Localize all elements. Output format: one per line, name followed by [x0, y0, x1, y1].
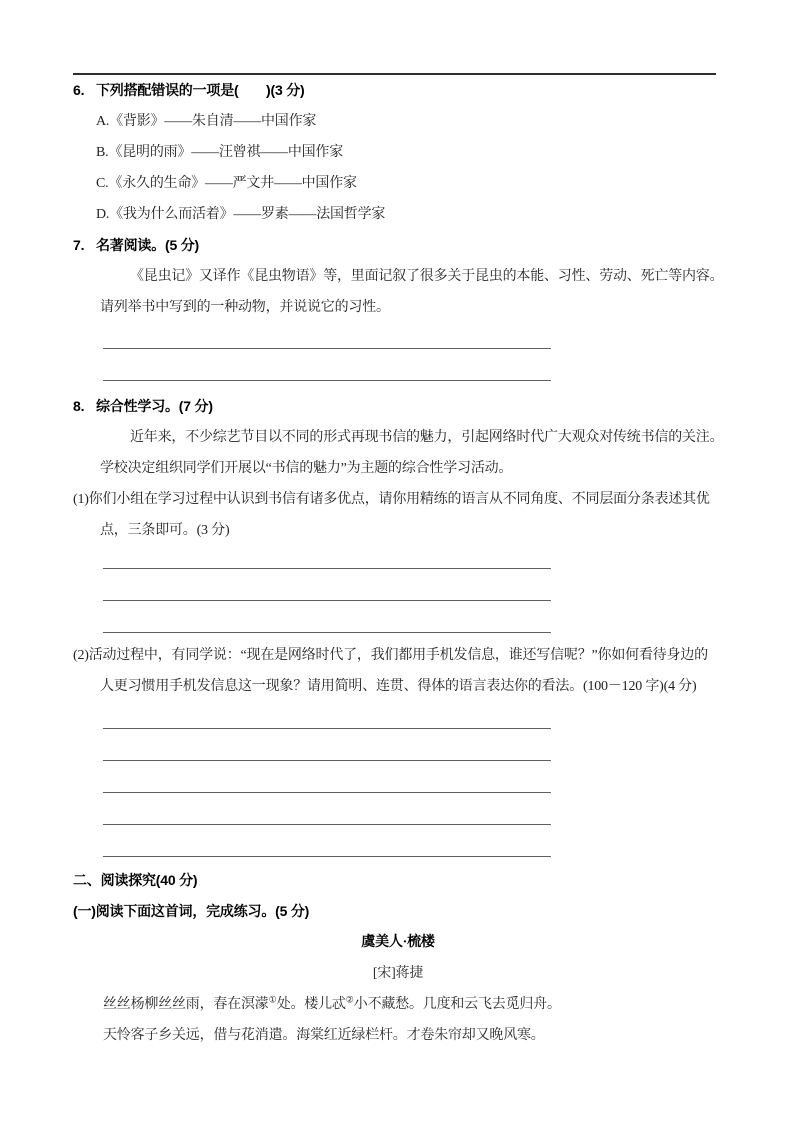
subquestion-line: (2)活动过程中，有同学说：“现在是网络时代了，我们都用手机发信息，谁还写信呢？”你如何看待身边的 — [73, 648, 708, 663]
question-6-option-d: D.《我为什么而活着》——罗素——法国哲学家 — [96, 207, 386, 222]
subquestion-line: 人更习惯用手机发信息这一现象？请用简明、连贯、得体的语言表达你的看法。(100－120 字)(4 分) — [100, 679, 697, 694]
passage-line: 请列举书中写到的一种动物，并说说它的习性。 — [100, 300, 390, 315]
question-8-sub1-answer-blanks — [73, 537, 723, 633]
poem-author: [宋]蒋捷 — [372, 966, 424, 981]
answer-blank-line — [103, 761, 551, 793]
question-6-option-c: C.《永久的生命》——严文井——中国作家 — [96, 176, 357, 191]
passage-line: 学校决定组织同学们开展以“书信的魅力”为主题的综合性学习活动。 — [100, 461, 513, 476]
poem-line: 丝丝杨柳丝丝雨，春在溟濛①处。楼儿忒②小不藏愁。几度和云飞去觅归舟。 — [103, 994, 561, 1012]
question-6-title: 下列搭配错误的一项是( )(3 分) — [96, 82, 305, 98]
question-8-title: 综合性学习。(7 分) — [96, 398, 213, 414]
question-7-passage — [73, 261, 723, 323]
poem-line: 天怜客子乡关远，借与花消遣。海棠红近绿栏杆。才卷朱帘却又晚风寒。 — [103, 1028, 545, 1043]
question-8-sub2 — [73, 640, 723, 702]
poem — [73, 927, 723, 1051]
answer-blank-line — [103, 349, 551, 381]
answer-blank-line — [103, 825, 551, 857]
question-6-option-a: A.《背影》——朱自清——中国作家 — [96, 114, 317, 129]
question-6-option-b: B.《昆明的雨》——汪曾祺——中国作家 — [96, 145, 344, 160]
section-2-subheading: (一)阅读下面这首词，完成练习。(5 分) — [73, 903, 310, 919]
passage-line: 近年来，不少综艺节目以不同的形式再现书信的魅力，引起网络时代广大观众对传统书信的关注。 — [130, 430, 724, 445]
question-6-heading — [73, 75, 723, 106]
question-8-heading — [73, 391, 723, 422]
question-7-heading — [73, 230, 723, 261]
question-7-title: 名著阅读。(5 分) — [96, 237, 199, 253]
question-7-number: 7. — [73, 237, 85, 253]
question-8-sub2-answer-blanks — [73, 697, 723, 857]
passage-line: 《昆虫记》又译作《昆虫物语》等，里面记叙了很多关于昆虫的本能、习性、劳动、死亡等内容。 — [130, 269, 724, 284]
answer-blank-line — [103, 793, 551, 825]
question-8-passage — [73, 422, 723, 484]
answer-blank-line — [103, 601, 551, 633]
question-6-options — [73, 106, 723, 230]
answer-blank-line — [103, 729, 551, 761]
section-2-heading: 二、阅读探究(40 分) — [73, 872, 198, 888]
question-7-answer-blanks — [73, 317, 723, 381]
question-6-number: 6. — [73, 82, 85, 98]
answer-blank-line — [103, 569, 551, 601]
poem-title: 虞美人·梳楼 — [361, 935, 435, 950]
subquestion-line: 点，三条即可。(3 分) — [100, 523, 230, 538]
subquestion-line: (1)你们小组在学习过程中认识到书信有诸多优点，请你用精练的语言从不同角度、不同层面分条表述其优 — [73, 492, 710, 507]
question-8-number: 8. — [73, 398, 85, 414]
